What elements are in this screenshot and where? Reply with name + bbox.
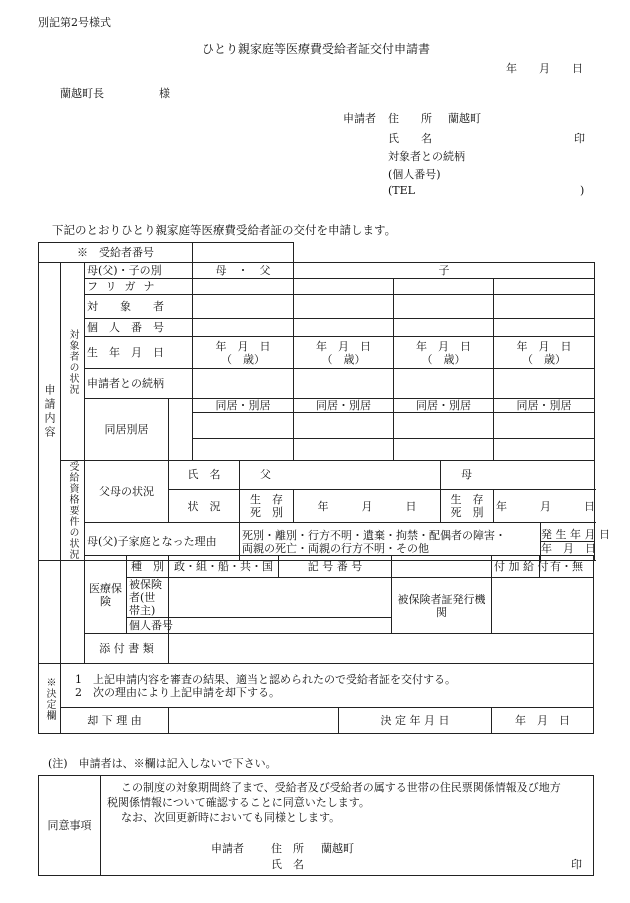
birth-date: 年 月 日 bbox=[416, 339, 472, 353]
issuer-label: 被保険者証発行機関 bbox=[392, 578, 492, 634]
consent-applicant: 申請者 bbox=[211, 842, 244, 855]
birth-child-3[interactable] bbox=[494, 337, 595, 369]
consent-address-value: 蘭越町 bbox=[321, 842, 354, 855]
tel-close: ) bbox=[580, 184, 585, 197]
personal-no-row-label: 個 人 番 号 bbox=[85, 319, 193, 337]
personal-no-child-2[interactable] bbox=[394, 319, 494, 337]
relation-child-2[interactable] bbox=[394, 369, 494, 399]
additional-options[interactable]: 有・無 bbox=[540, 556, 594, 578]
birth-age: （ 歳） bbox=[321, 352, 366, 366]
mother-alive-dead[interactable] bbox=[441, 489, 494, 522]
residence-child-2[interactable] bbox=[394, 413, 494, 439]
attachments-field[interactable] bbox=[169, 634, 594, 664]
consent-label: 同意事項 bbox=[39, 776, 101, 876]
alive-option: 生 存 bbox=[250, 493, 284, 507]
reason-options-line1: 死別・離別・行方不明・遺棄・拘禁・配偶者の障害・ bbox=[242, 528, 507, 542]
relation-parent[interactable] bbox=[193, 369, 294, 399]
cohabit-option-child-1[interactable]: 同居・別居 bbox=[294, 399, 394, 413]
reject-reason-field[interactable] bbox=[169, 708, 339, 734]
seal-mark: 印 bbox=[574, 132, 585, 145]
insurance-label: 医療保険 bbox=[85, 556, 127, 634]
relation-child-1[interactable] bbox=[294, 369, 394, 399]
decision-date-label: 決 定 年 月 日 bbox=[339, 708, 492, 734]
symbol-no-field[interactable] bbox=[392, 556, 492, 578]
applicant-label: 申請者 bbox=[343, 112, 376, 125]
father-alive-dead[interactable] bbox=[240, 489, 294, 522]
residence-child-1[interactable] bbox=[294, 413, 394, 439]
mother-name[interactable] bbox=[441, 461, 595, 490]
birth-age: （ 歳） bbox=[421, 352, 466, 366]
father-status-date[interactable]: 年 月 日 bbox=[294, 489, 441, 522]
insured-label: 被保険者(世帯主) bbox=[127, 578, 169, 618]
reason-child-1[interactable] bbox=[294, 439, 394, 461]
furigana-child-1[interactable] bbox=[294, 279, 394, 295]
recipient-no-field[interactable] bbox=[193, 243, 294, 263]
application-table-lower bbox=[38, 555, 594, 734]
decision-line-1: 1 上記申請内容を審査の結果、適当と認められたので受給者証を交付する。 bbox=[75, 672, 456, 686]
intro-text: 下記のとおりひとり親家庭等医療費受給者証の交付を申請します。 bbox=[52, 223, 397, 237]
reason-options-line2: 両親の死亡・両親の行方不明・その他 bbox=[242, 541, 430, 555]
birth-parent[interactable] bbox=[193, 337, 294, 369]
furigana-label: フリガナ bbox=[85, 279, 193, 295]
insured-personal-label: 個人番号 bbox=[127, 618, 169, 634]
birth-child-1[interactable] bbox=[294, 337, 394, 369]
form-title: ひとり親家庭等医療費受給者証交付申請書 bbox=[202, 42, 431, 56]
recipient-no-label: ※ 受給者番号 bbox=[39, 243, 193, 263]
consent-table bbox=[38, 775, 594, 876]
birth-child-2[interactable] bbox=[394, 337, 494, 369]
address-label: 住 所 bbox=[388, 112, 432, 125]
occurrence-date-label: 発 生 年 月 日 bbox=[541, 528, 611, 542]
alive-option: 生 存 bbox=[450, 493, 484, 507]
section-label: 申請内容 bbox=[39, 263, 61, 561]
mother-status-date[interactable]: 年 月 日 bbox=[494, 489, 595, 522]
furigana-parent[interactable] bbox=[193, 279, 294, 295]
dead-option: 死 別 bbox=[450, 506, 484, 520]
dead-option: 死 別 bbox=[250, 506, 284, 520]
reason-parent[interactable] bbox=[193, 439, 294, 461]
furigana-child-3[interactable] bbox=[494, 279, 595, 295]
decision-date-field[interactable]: 年 月 日 bbox=[492, 708, 594, 734]
note-text: (注) 申請者は、※欄は記入しないで下さい。 bbox=[48, 757, 277, 770]
mother-label: 母 bbox=[461, 468, 473, 482]
consent-text-1: この制度の対象期間終了まで、受給者及び受給者の属する世帯の住民票関係情報及び地方 bbox=[121, 781, 561, 794]
child-label: 子 bbox=[294, 263, 595, 279]
birth-date: 年 月 日 bbox=[316, 339, 372, 353]
relation-label: 対象者との続柄 bbox=[388, 150, 465, 163]
kind-options[interactable]: 政・組・船・共・国 bbox=[169, 556, 279, 578]
symbol-no-label: 記 号 番 号 bbox=[279, 556, 392, 578]
personal-no-child-3[interactable] bbox=[494, 319, 595, 337]
parent-status-label: 父母の状況 bbox=[85, 461, 169, 523]
consent-address-label: 住 所 bbox=[271, 842, 304, 855]
subject-status-label: 対象者の状況 bbox=[61, 263, 85, 461]
form-number: 別記第2号様式 bbox=[38, 16, 111, 29]
consent-body bbox=[101, 776, 594, 876]
subject-child-3[interactable] bbox=[494, 295, 595, 319]
household-reason-label: 母(父)子家庭となった理由 bbox=[85, 523, 240, 561]
father-name[interactable] bbox=[240, 461, 441, 490]
subject-parent[interactable] bbox=[193, 295, 294, 319]
birth-age: （ 歳） bbox=[221, 352, 266, 366]
addressee: 蘭越町長 様 bbox=[60, 87, 170, 100]
birth-age: （ 歳） bbox=[522, 352, 567, 366]
parent-child-label: 母(父)・子の別 bbox=[85, 263, 193, 279]
reason-child-2[interactable] bbox=[394, 439, 494, 461]
consent-seal: 印 bbox=[571, 858, 582, 871]
personal-no-child-1[interactable] bbox=[294, 319, 394, 337]
residence-parent[interactable] bbox=[193, 413, 294, 439]
attachments-label: 添 付 書 類 bbox=[85, 634, 169, 664]
insured-field[interactable] bbox=[169, 578, 392, 618]
date-line: 年 月 日 bbox=[506, 62, 583, 75]
decision-label: ※決定欄 bbox=[39, 664, 61, 734]
issuer-field[interactable] bbox=[492, 578, 594, 634]
decision-line-2: 2 次の理由により上記申請を却下する。 bbox=[75, 685, 280, 699]
subject-label: 対 象 者 bbox=[85, 295, 193, 319]
eligibility-label: 受給資格要件の状況 bbox=[61, 461, 85, 561]
birth-label: 生 年 月 日 bbox=[85, 337, 193, 369]
tel-label: (TEL bbox=[388, 184, 415, 197]
cohabit-option-child-2[interactable]: 同居・別居 bbox=[394, 399, 494, 413]
name-label: 氏 名 bbox=[388, 132, 432, 145]
father-label: 父 bbox=[260, 468, 272, 482]
cohabit-label: 同居別居 bbox=[85, 399, 169, 461]
personal-no-parent[interactable] bbox=[193, 319, 294, 337]
cohabit-option-parent[interactable]: 同居・別居 bbox=[193, 399, 294, 413]
consent-text-3: なお、次回更新時においても同様とします。 bbox=[121, 811, 341, 824]
status-col-label: 状 況 bbox=[169, 489, 240, 522]
occurrence-date-value: 年 月 日 bbox=[541, 542, 597, 556]
relation-row-label: 申請者との続柄 bbox=[85, 369, 193, 399]
kind-label: 種 別 bbox=[127, 556, 169, 578]
reason-child-3[interactable] bbox=[494, 439, 595, 461]
relation-child-3[interactable] bbox=[494, 369, 595, 399]
decision-text bbox=[61, 664, 594, 708]
subject-child-2[interactable] bbox=[394, 295, 494, 319]
subject-child-1[interactable] bbox=[294, 295, 394, 319]
name-col-label: 氏 名 bbox=[169, 461, 240, 490]
birth-date: 年 月 日 bbox=[215, 339, 271, 353]
consent-text-2: 税関係情報について確認することに同意いたします。 bbox=[107, 796, 370, 809]
application-table bbox=[38, 242, 611, 561]
residence-child-3[interactable] bbox=[494, 413, 595, 439]
cohabit-option-child-3[interactable]: 同居・別居 bbox=[494, 399, 595, 413]
birth-date: 年 月 日 bbox=[516, 339, 572, 353]
reject-reason-label: 却 下 理 由 bbox=[61, 708, 169, 734]
additional-label: 付 加 給 付 bbox=[492, 556, 540, 578]
mother-father-label: 母 ・ 父 bbox=[193, 263, 294, 279]
insured-personal-field[interactable] bbox=[169, 618, 392, 634]
consent-name-label: 氏 名 bbox=[271, 858, 304, 871]
personal-no-label: (個人番号) bbox=[388, 168, 441, 181]
furigana-child-2[interactable] bbox=[394, 279, 494, 295]
address-value: 蘭越町 bbox=[448, 112, 481, 125]
